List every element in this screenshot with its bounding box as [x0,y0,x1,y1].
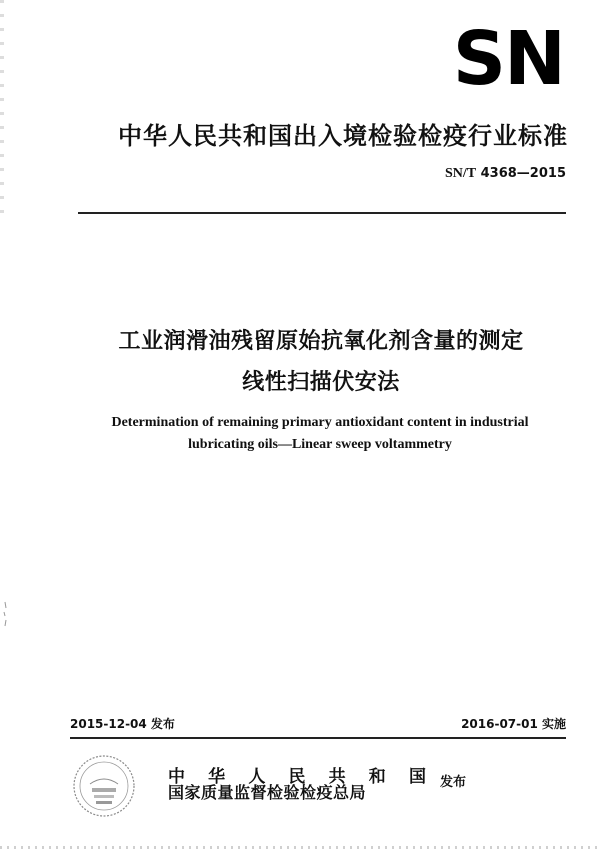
bottom-divider [70,737,566,739]
sn-logo: SN [452,16,564,102]
implement-date: 2016-07-01 实施 [461,717,566,731]
issuer-char: 人 [248,767,266,787]
scan-bottom-edge [0,846,600,849]
standard-number [445,166,566,182]
title-cn-line-1: 工业润滑油残留原始抗氧化剂含量的测定 [118,329,524,354]
top-divider [78,212,566,214]
issuer-agency: 国家质量监督检验检疫总局 [168,783,367,802]
issuer-char: 和 [368,767,386,787]
issuer-category-title: 中华人民共和国出入境检验检疫行业标准 [118,122,568,150]
issuer-char: 民 [288,767,306,787]
issuer-char: 共 [328,767,346,787]
standard-number-prefix: SN/T [444,166,477,181]
title-en-line-1: Determination of remaining primary antioxidant content in industrial [111,415,529,430]
issuer-char: 中 [168,767,185,787]
standard-number-value: 4368—2015 [480,166,566,181]
issuer-char: 国 [408,767,426,787]
scan-mark [0,600,10,630]
title-cn-line-2: 线性扫描伏安法 [242,370,400,395]
publish-label: 发布 [440,775,467,790]
title-en-line-2: lubricating oils—Linear sweep voltammetry [188,437,452,452]
issuer-char: 华 [208,767,226,787]
issue-date: 2015-12-04 发布 [70,717,175,731]
scan-edge-mark [0,0,4,220]
library-stamp-seal [72,754,136,818]
